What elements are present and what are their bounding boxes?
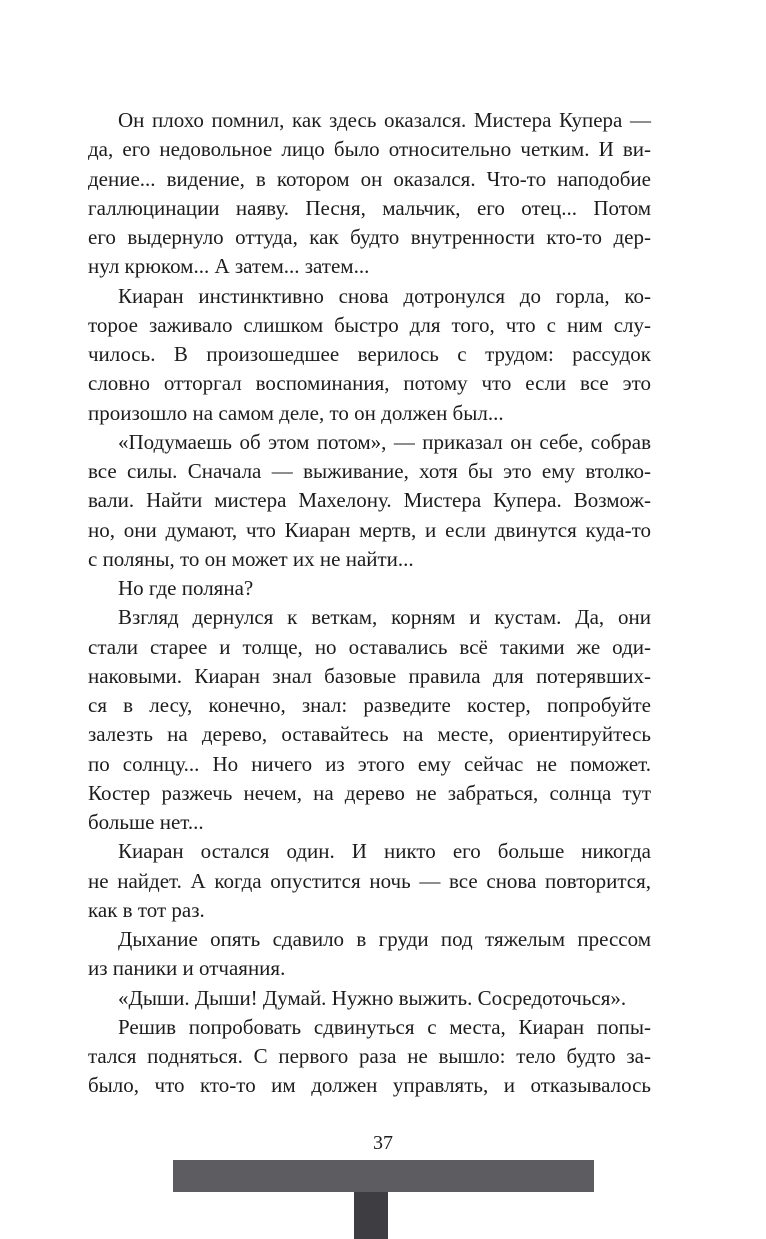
text-line: Решив попробовать сдвинуться с места, Киаран попы- <box>118 1014 651 1039</box>
text-line: нул крюком... А затем... затем... <box>88 254 370 279</box>
paragraph <box>88 574 651 603</box>
paragraph <box>88 984 651 1013</box>
text-line: Костер разжечь нечем, на дерево не забраться, солнца тут <box>88 780 651 805</box>
text-line: было, что кто-то им должен управлять, и отказывалось <box>88 1073 651 1098</box>
text-line: из паники и отчаяния. <box>88 956 286 981</box>
text-line: по солнцу... Но ничего из этого ему сейчас не поможет. <box>88 751 651 776</box>
paragraph <box>88 837 651 925</box>
text-line: Взгляд дернулся к веткам, корням и кустам. Да, они <box>118 605 651 630</box>
text-line: как в тот раз. <box>88 897 205 922</box>
text-line: залезть на дерево, оставайтесь на месте, ориентируйтесь <box>88 722 651 747</box>
paragraph <box>88 428 651 574</box>
text-line: но, они думают, что Киаран мертв, и если двинутся куда-то <box>88 517 651 542</box>
text-line: чилось. В произошедшее верилось с трудом: рассудок <box>88 342 651 366</box>
text-line: не найдет. А когда опустится ночь — все снова повторится, <box>88 868 651 893</box>
text-line: наковыми. Киаран знал базовые правила для потерявших- <box>88 663 651 688</box>
footer-bar <box>173 1160 594 1192</box>
text-line: его выдернуло оттуда, как будто внутренности кто-то дер- <box>88 225 651 249</box>
text-line: словно отторгал воспоминания, потому что если все это <box>88 371 651 396</box>
text-line: Дыхание опять сдавило в груди под тяжелым прессом <box>118 927 651 951</box>
text-line: Но где поляна? <box>118 576 254 600</box>
text-line: торое заживало слишком быстро для того, что с ним слу- <box>88 312 651 337</box>
paragraph <box>88 106 651 282</box>
text-line: да, его недовольное лицо было относительно четким. И ви- <box>88 137 651 162</box>
text-line: тался подняться. С первого раза не вышло: тело будто за- <box>88 1044 651 1068</box>
paragraph <box>88 282 651 428</box>
body-text <box>88 106 651 1101</box>
text-line: «Подумаешь об этом потом», — приказал он себе, собрав <box>118 429 651 454</box>
page-number: 37 <box>373 1132 393 1154</box>
paragraph <box>88 925 651 984</box>
text-line: Киаран остался один. И никто его больше никогда <box>118 839 651 864</box>
text-line: дение... видение, в котором он оказался. Что-то наподобие <box>88 166 651 191</box>
paragraph <box>88 603 651 837</box>
text-line: ся в лесу, конечно, знал: разведите костер, попробуйте <box>88 693 651 717</box>
footer-tab <box>354 1192 388 1239</box>
text-line: вали. Найти мистера Махелону. Мистера Купера. Возмож- <box>88 488 651 513</box>
text-line: стали старее и толще, но оставались всё такими же оди- <box>88 634 651 659</box>
text-line: с поляны, то он может их не найти... <box>88 546 414 571</box>
text-line: Он плохо помнил, как здесь оказался. Мистера Купера — <box>118 108 651 132</box>
text-line: произошло на самом деле, то он должен был... <box>88 400 504 425</box>
text-line: «Дыши. Дыши! Думай. Нужно выжить. Сосредоточься». <box>118 985 627 1010</box>
text-line: галлюцинации наяву. Песня, мальчик, его отец... Потом <box>88 195 651 220</box>
text-line: все силы. Сначала — выживание, хотя бы это ему втолко- <box>88 459 651 483</box>
text-line: больше нет... <box>88 810 204 834</box>
text-line: Киаран инстинктивно снова дотронулся до горла, ко- <box>118 283 651 308</box>
paragraph <box>88 1013 651 1101</box>
